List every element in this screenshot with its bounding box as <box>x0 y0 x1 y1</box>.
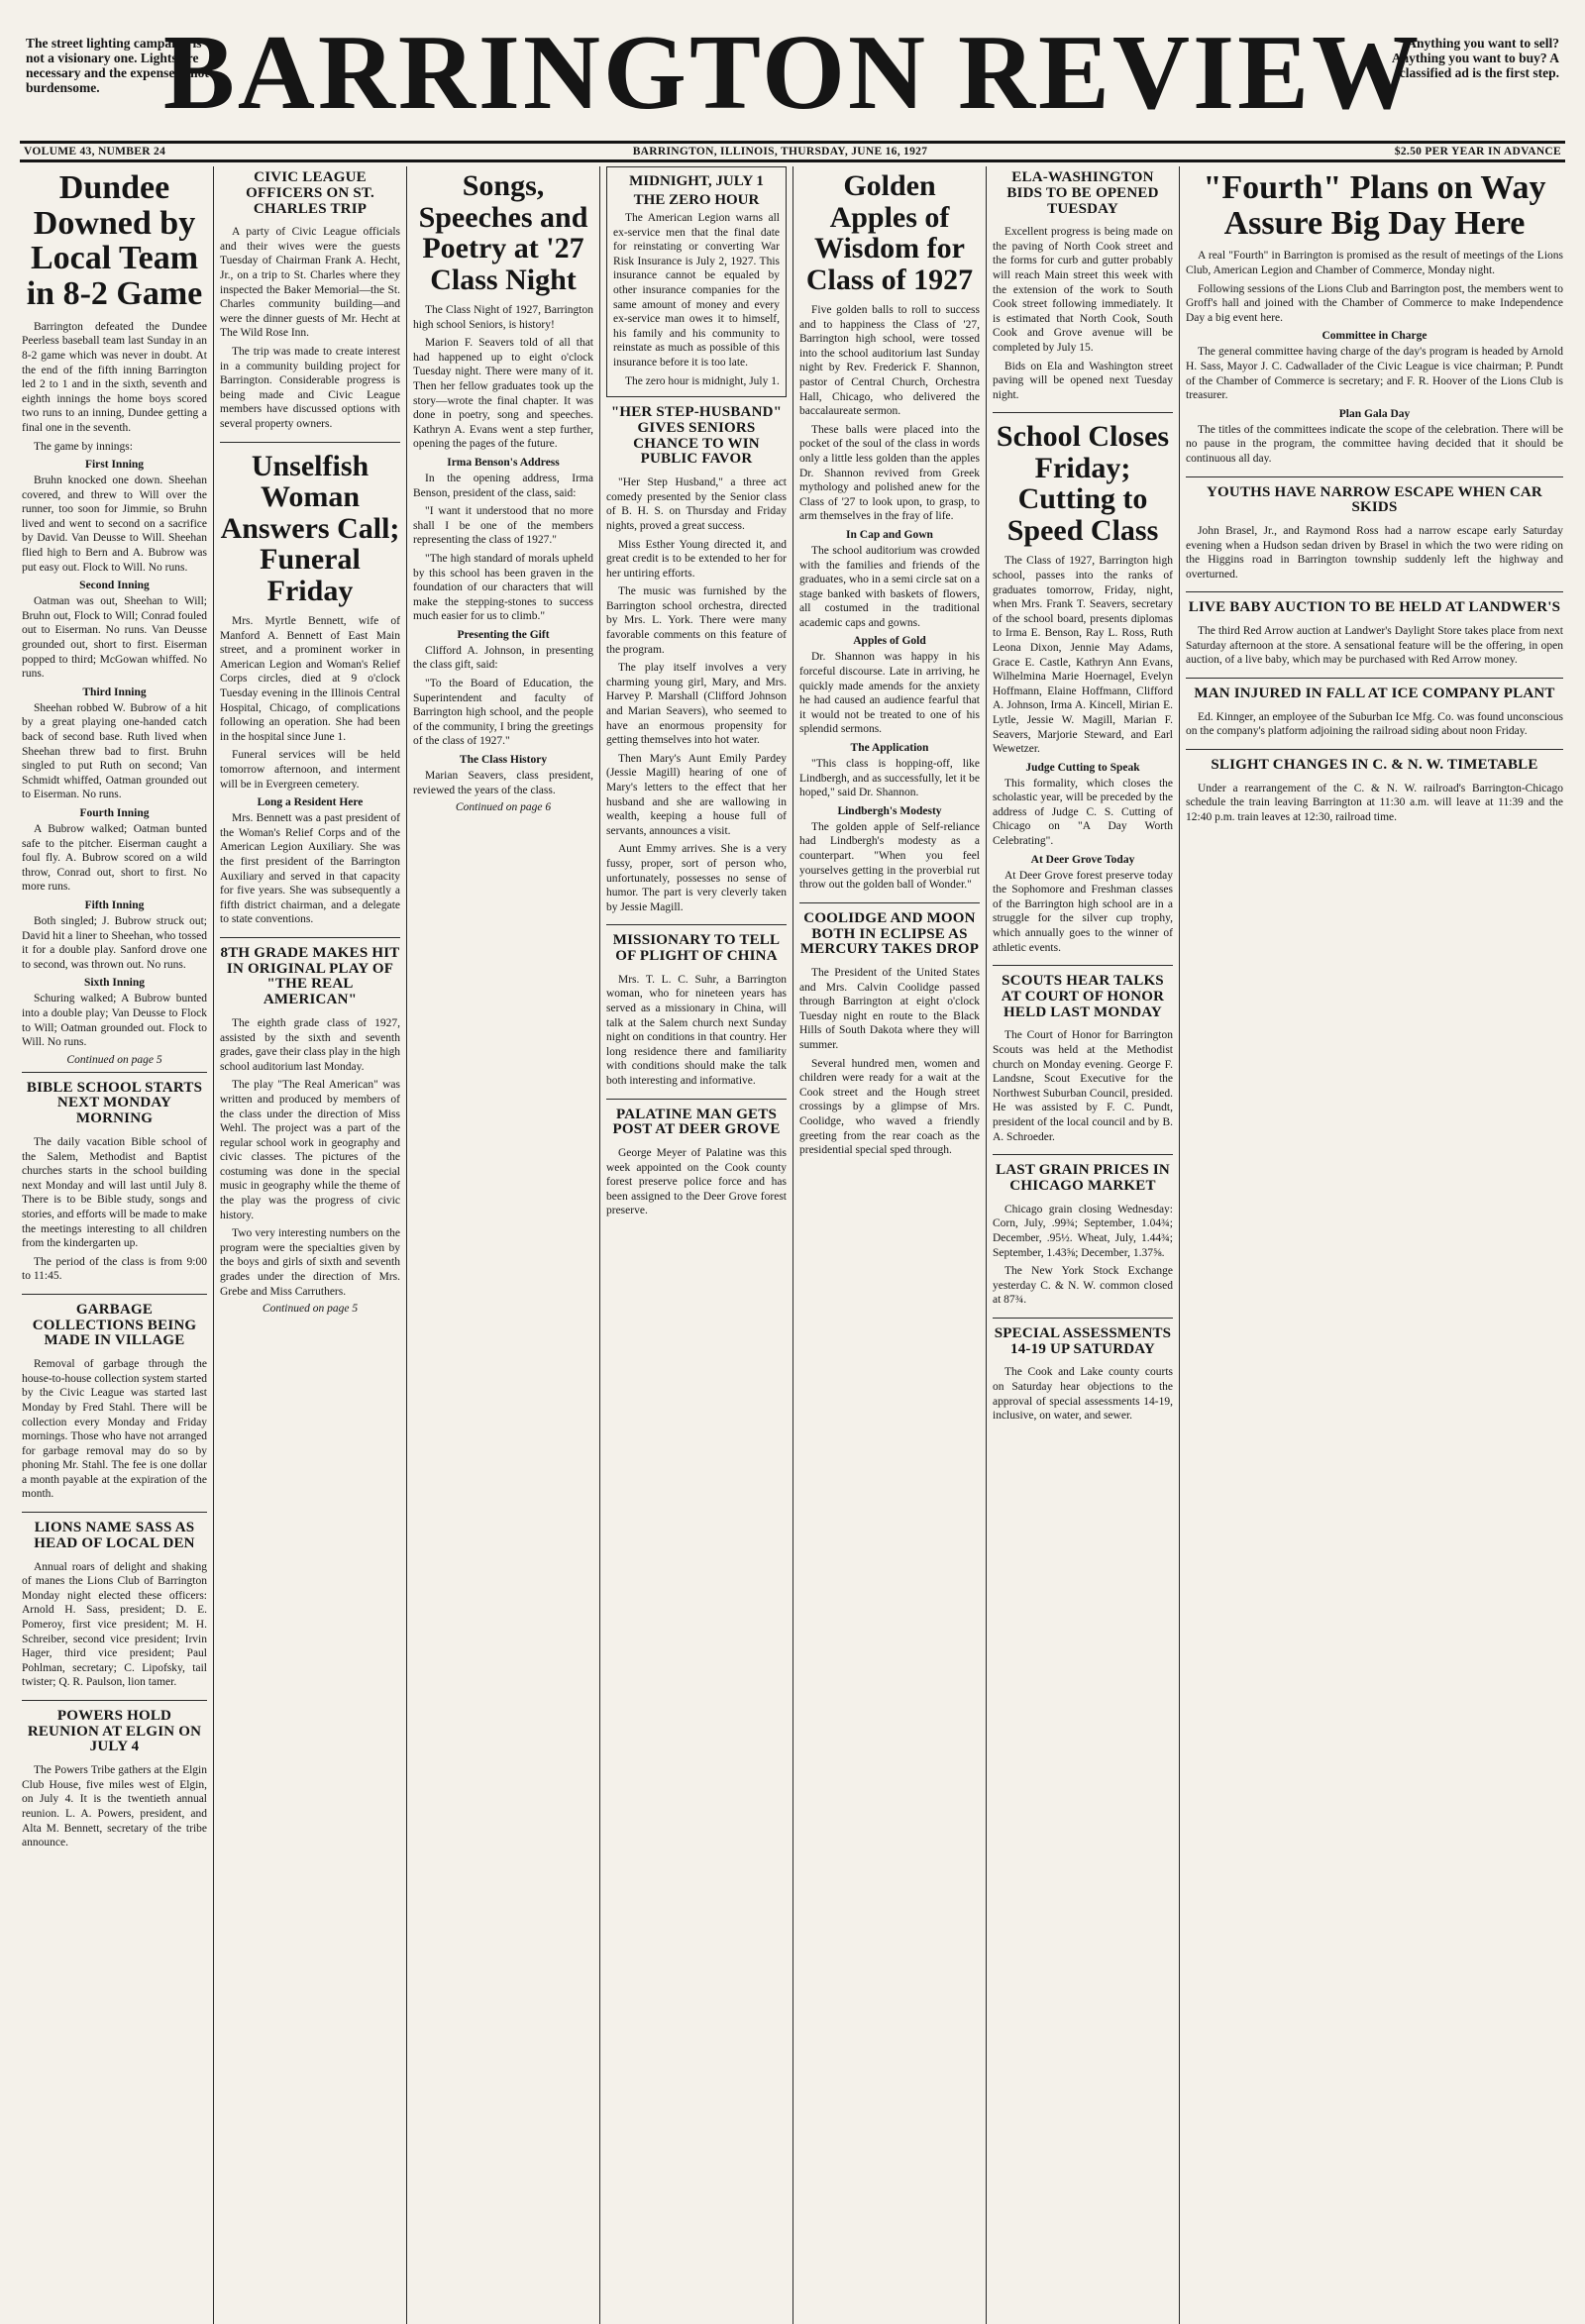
headline: "HER STEP-HUSBAND" GIVES SENIORS CHANCE TO WIN PUBLIC FAVOR <box>610 404 783 468</box>
nameplate-title: BARRINGTON REVIEW <box>162 14 1423 132</box>
paragraph: Five golden balls to roll to success and to happiness the Class of '27, Barrington high school, were tossed into the school auditorium last Sunday night by Rev. Frederick F. Shannon, pastor of Central Church, Orchestra Hall, Chicago, who delivered the baccalaureate sermon. <box>799 304 980 418</box>
paragraph: The game by innings: <box>34 440 133 453</box>
story-timetable <box>1186 758 1563 835</box>
headline: GARBAGE COLLECTIONS BEING MADE IN VILLAGE <box>32 1301 197 1349</box>
ear-left: The street lighting campaign is not a visionary one. Lights are necessary and the expense is not burdensome. <box>26 36 209 95</box>
paragraph: These balls were placed into the pocket of the soul of the class in words only a little less golden than the apples Dr. Shannon revived from Greek mythology and polished anew for the Class of '27 to look upon, to grasp, to arm themselves in the fray of life. <box>799 423 980 523</box>
paragraph: The period of the class is from 9:00 to 11:45. <box>22 1255 207 1283</box>
paragraph: The Court of Honor for Barrington Scouts was held at the Methodist church on Monday evening. George F. Landsne, Scout Executive for the Northwest Suburban Council, presided. He was assisted by F. C. Pundt, president of the local council and by B. A. Schroeder. <box>993 1029 1173 1143</box>
headline: Dundee Downed by Local Team in 8-2 Game <box>26 169 203 313</box>
column-2 <box>213 166 406 2324</box>
columns <box>20 166 1565 2324</box>
paragraph: Following sessions of the Lions Club and Barrington post, the members went to Groff's hall and joined with the Chamber of Commerce to make Independence Day a big event here. <box>1186 282 1563 324</box>
story-garbage <box>22 1303 207 1513</box>
paragraph: At Deer Grove forest preserve today the Sophomore and Freshman classes of the Barrington high school are in a struggle for the silver cup trophy, which annually goes to the winner of athletic events. <box>993 869 1173 954</box>
paragraph: Bruhn knocked one down. Sheehan covered, and threw to Will over the runner, too soon for Jimmie, so Bruhn lived and went to second on a sacrifice by David. Van Deusse to Will. Sheehan flied high to Bern and A. Bubrow was put easy out. Flock to Will. No runs. <box>22 475 207 574</box>
headline: Unselfish Woman Answers Call; Funeral Friday <box>220 449 400 607</box>
paragraph: Mrs. Myrtle Bennett, wife of Manford A. Bennett of East Main street, and a prominent worker in American Legion and Woman's Relief Corps circles, died at 9 o'clock Tuesday evening in the Illinois Central Hospital, Chicago, of complications following an operation. She had been in the hospital since June 1. <box>220 615 400 743</box>
column-1 <box>20 166 213 2324</box>
subhead: Apples of Gold <box>853 635 926 648</box>
paragraph: Mrs. T. L. C. Suhr, a Barrington woman, who for nineteen years has served as a missionary in China, will talk at the Salem church next Sunday night on conditions in that country. Her long residence there and familiarity with conditions should make the talk both interesting and informative. <box>606 973 787 1087</box>
story-midnight-box <box>606 166 787 397</box>
paragraph: The American Legion warns all ex-service men that the final date for reinstating or converting War Risk Insurance is July 2, 1927. This insurance cannot be equaled by other insurance companies for the same amount of money and every ex-service man owes it to himself, his family and his community to reinstate as much as possible of this insurance before it is too late. <box>613 212 780 369</box>
ear-right: Anything you want to sell? Anything you want to buy? A classified ad is the first step. <box>1391 36 1559 80</box>
subhead: Long a Resident Here <box>257 796 364 809</box>
paragraph: "This class is hopping-off, like Lindbergh, and as successfully, let it be hoped," said Dr. Shannon. <box>799 758 980 799</box>
paragraph: The Powers Tribe gathers at the Elgin Club House, five miles west of Elgin, on July 4. It is the twentieth annual reunion. L. A. Powers, president, and Alta M. Bennett, secretary of the tribe announce. <box>22 1764 207 1849</box>
paragraph: Funeral services will be held tomorrow afternoon, and interment will be in Evergreen cemetery. <box>220 749 400 791</box>
story-ela-washington <box>993 170 1173 413</box>
paragraph: The golden apple of Self-reliance had Lindbergh's modesty as a counterpart. "When you feel yourselves getting in the proverbial rut throw out the golden ball of Wonder." <box>799 820 980 892</box>
paragraph: The trip was made to create interest in a community building project for Barrington. Considerable progress is being made and Civic League members have discussed options with several property owners. <box>220 346 400 430</box>
paragraph: A party of Civic League officials and their wives were the guests Tuesday of Chairman Frank A. Hecht, Jr., on a trip to St. Charles where they inspected the Baker Memorial—the St. Charles community building—and were the dinner guests of Mr. Hecht at The Wild Rose Inn. <box>220 226 400 340</box>
paragraph: A Bubrow walked; Oatman bunted safe to the pitcher. Eiserman caught a foul fly. A. Bubrow scored on a wild throw, Conrad out, short to first. No more runs. <box>22 822 207 894</box>
story-powers <box>22 1709 207 1860</box>
box-kicker: THE ZERO HOUR <box>633 192 760 208</box>
paragraph: This formality, which closes the scholastic year, will be preceded by the address of Judge C. S. Cutting of Chicago on "A Day Worth Celebrating". <box>993 777 1173 848</box>
story-step-husband <box>606 405 787 925</box>
story-baby-auction <box>1186 600 1563 679</box>
continued-note: Continued on page 5 <box>262 1303 359 1316</box>
subhead: Sixth Inning <box>83 977 146 990</box>
paragraph: Several hundred men, women and children were ready for a wait at the Cook street and the Hough street crossings by a glimpse of Mrs. Coolidge, who waved a friendly greeting from the rear coach as the presidential special sped through. <box>799 1057 980 1157</box>
paragraph: The Cook and Lake county courts on Saturday hear objections to the approval of special assessments 14-19, inclusive, on water, and sewer. <box>993 1366 1173 1423</box>
paragraph: The Class Night of 1927, Barrington high school Seniors, is history! <box>413 304 593 331</box>
paragraph: Aunt Emmy arrives. She is a very fussy, proper, sort of person who, unfortunately, possesses no sense of humor. The part is very cleverly taken by Jessie Magill. <box>606 843 787 913</box>
continued-note: Continued on page 5 <box>66 1053 162 1066</box>
headline: YOUTHS HAVE NARROW ESCAPE WHEN CAR SKIDS <box>1207 483 1542 516</box>
subhead: Presenting the Gift <box>457 628 550 641</box>
paragraph: Marian Seavers, class president, reviewed the years of the class. <box>413 770 593 796</box>
paragraph: Under a rearrangement of the C. & N. W. railroad's Barrington-Chicago schedule the train leaving Barrington at 11:30 a.m. will leave at 11:39 and the 12:40 p.m. train leaves at 12:30, railroad time. <box>1186 782 1563 823</box>
box-kicker: MIDNIGHT, JULY 1 <box>629 173 764 189</box>
subhead: The Class History <box>459 754 548 767</box>
story-eighth-grade <box>220 946 400 1320</box>
story-fourth-plans <box>1186 170 1563 477</box>
paragraph: The general committee having charge of the day's program is headed by Arnold H. Sass, Mayor J. C. Cadwallader of the Civic League is vice chairman; P. Pundt of the Chamber of Commerce is secretary; and F. R. Hoover of the Lions Club is treasurer. <box>1186 346 1563 402</box>
paragraph: Bids on Ela and Washington street paving will be opened next Tuesday night. <box>993 360 1173 401</box>
story-youths <box>1186 485 1563 593</box>
story-assessments <box>993 1326 1173 1433</box>
headline: School Closes Friday; Cutting to Speed Class <box>996 420 1170 547</box>
paragraph: The play "The Real American" was written and produced by members of the class under the direction of Miss Wehl. The project was a part of the regular school work in geography and civic classes. The pictures of the costuming was done in the special music in geography while the theme of the play was the progress of civic history. <box>220 1079 400 1221</box>
paragraph: Dr. Shannon was happy in his forceful discourse. Late in arriving, he quickly made amends for the anxiety he had caused an audience fearful that it would not be treated to one of his splendid sermons. <box>799 651 980 736</box>
story-class-night <box>413 170 593 819</box>
story-bible-school <box>22 1081 207 1295</box>
headline: POWERS HOLD REUNION AT ELGIN ON JULY 4 <box>27 1707 202 1755</box>
paragraph: Clifford A. Johnson, in presenting the class gift, said: <box>413 644 593 672</box>
paragraph: "Her Step Husband," a three act comedy presented by the Senior class of B. H. S. on Thursday and Friday nights, proved a great success. <box>606 476 787 532</box>
headline: "Fourth" Plans on Way Assure Big Day Here <box>1203 169 1546 242</box>
paragraph: Two very interesting numbers on the program were the specialties given by the boys and girls of sixth and seventh grades under the direction of Mrs. Grebe and Miss Carruthers. <box>220 1227 400 1298</box>
headline: SLIGHT CHANGES IN C. & N. W. TIMETABLE <box>1211 756 1538 773</box>
story-dundee <box>22 170 207 1073</box>
paragraph: George Meyer of Palatine was this week appointed on the Cook county forest preserve police force and has been assigned to the Deer Grove forest preserve. <box>606 1147 787 1217</box>
paragraph: The play itself involves a very charming young girl, Mary, and Mrs. Harvey P. Marshall (Clifford Johnson and Marian Seavers), who seemed to have an enormous propensity for getting themselves into hot water. <box>606 662 787 747</box>
paragraph: The Class of 1927, Barrington high school, passes into the ranks of graduates tomorrow, Friday, night, when Mrs. Frank T. Seavers, secretary of the school board, presents diplomas to Irma E. Benson, Ray L. Ross, Ruth Leona Dixon, Jennie May Adams, Grace E. Castle, Kathryn Ann Evans, Wilhelmina Marie Hoernagel, Evelyn Hoffmann, Elaine Hoffmann, Clifford A. Johnson, Irma A. Kincell, Mirian E. Lytle, Jessie W. Magill, Marian F. Seavers, Marjorie Steward, and Earl Wewetzer. <box>993 555 1173 756</box>
story-scouts <box>993 974 1173 1155</box>
column-3 <box>406 166 599 2324</box>
headline: Songs, Speeches and Poetry at '27 Class Night <box>418 169 588 296</box>
story-school-closes <box>993 421 1173 966</box>
headline: 8TH GRADE MAKES HIT IN ORIGINAL PLAY OF "THE REAL AMERICAN" <box>220 944 400 1008</box>
subhead: Fourth Inning <box>79 806 150 819</box>
paragraph: Annual roars of delight and shaking of manes the Lions Club of Barrington Monday night elected these officers: Arnold H. Sass, president; D. E. Pomeroy, first vice president; M. H. Schreiber, second vice president; Irvin Hager, third vice president; Paul Pohlman, secretary; C. Lipofsky, tail twister; Q. R. Paulson, lion tamer. <box>22 1560 207 1689</box>
paragraph: The third Red Arrow auction at Landwer's Daylight Store takes place from next Saturday afternoon at the store. A sensational feature will be the offering, in open auction, of a live baby, which may be purchased with Red Arrow money. <box>1186 625 1563 667</box>
headline: COOLIDGE AND MOON BOTH IN ECLIPSE AS MERCURY TAKES DROP <box>799 909 980 958</box>
headline: LIVE BABY AUCTION TO BE HELD AT LANDWER'S <box>1188 599 1561 616</box>
headline: CIVIC LEAGUE OFFICERS ON ST. CHARLES TRIP <box>246 169 374 217</box>
subhead: Irma Benson's Address <box>447 456 560 469</box>
paragraph: The daily vacation Bible school of the Salem, Methodist and Baptist churches starts in the school building next Monday and will last until July 8. There is to be Bible study, songs and stories, and efforts will be made to make the meetings interesting to all children from the kindergarten up. <box>22 1135 207 1250</box>
subscription-price: $2.50 PER YEAR IN ADVANCE <box>1394 146 1561 158</box>
story-missionary <box>606 933 787 1099</box>
column-7 <box>1179 166 1565 2324</box>
paragraph: Barrington defeated the Dundee Peerless baseball team last Sunday in an 8-2 game which was never in doubt. At the end of the fifth inning Barrington led 2 to 1 and in the sixth, seventh and eighth innings the home boys scored two runs to an inning, Dundee getting a final one in the seventh. <box>22 320 207 434</box>
paragraph: John Brasel, Jr., and Raymond Ross had a narrow escape early Saturday evening when a Hudson sedan driven by Brasel in which the two were riding on the Higgins road in Barrington township suddenly left the highway and overturned. <box>1186 525 1563 581</box>
subhead: In Cap and Gown <box>846 528 933 541</box>
paragraph: Ed. Kinnger, an employee of the Suburban Ice Mfg. Co. was found unconscious on the company's platform adjoining the railroad siding about noon Friday. <box>1186 710 1563 738</box>
paragraph: "To the Board of Education, the Superintendent and faculty of Barrington high school, and the people of the community, I bring the greetings of the class of 1927." <box>413 678 593 748</box>
volume-number: VOLUME 43, NUMBER 24 <box>24 146 166 158</box>
subhead: Third Inning <box>82 686 147 698</box>
column-4 <box>599 166 792 2324</box>
paragraph: The President of the United States and Mrs. Calvin Coolidge passed through Barrington at eight o'clock Tuesday night en route to the Black Hills of South Dakota where they will summer. <box>799 967 980 1051</box>
masthead <box>20 10 1565 141</box>
subhead: Fifth Inning <box>84 898 145 911</box>
subhead: Plan Gala Day <box>1338 407 1411 420</box>
subhead: Second Inning <box>79 580 150 592</box>
paragraph: Mrs. Bennett was a past president of the Woman's Relief Corps and of the American Legion Auxiliary. She was the first president of the Barrington Auxiliary and served in that capacity for five years. She was subsequently a fifth district chairman, and a delegate to state conventions. <box>220 812 400 926</box>
story-man-injured <box>1186 687 1563 750</box>
continued-note: Continued on page 6 <box>455 801 552 814</box>
story-golden-apples <box>799 170 980 903</box>
story-grain-prices <box>993 1163 1173 1319</box>
story-palatine <box>606 1108 787 1228</box>
paragraph: A real "Fourth" in Barrington is promised as the result of meetings of the Lions Club, American Legion and Chamber of Commerce, Monday night. <box>1186 250 1563 276</box>
dateline: BARRINGTON, ILLINOIS, THURSDAY, JUNE 16, 1927 <box>632 146 928 158</box>
paragraph: Marion F. Seavers told of all that had happened up to eight o'clock Tuesday night. There were many of it. Then her fellow graduates took up the story—wrote the final chapter. It was done in poetry, song and speeches. Kathryn A. Evans went a step further, opening the pages of the future. <box>413 337 593 451</box>
paragraph: Chicago grain closing Wednesday: Corn, July, .99¾; September, 1.04¾; December, .95½. Wheat, July, 1.44¾; September, 1.43⅝; December, 1.37⅝. <box>993 1203 1173 1259</box>
paragraph: Sheehan robbed W. Bubrow of a hit by a great playing one-handed catch back of second base. Ruth lived when Sheehan threw bad to first. Bruhn singled to put Ruth on second; Van Schmidt whiffed, Oatman grounded out to Eiserman. No runs. <box>22 701 207 801</box>
paragraph: The eighth grade class of 1927, assisted by the sixth and seventh grades, gave their class play in the high school auditorium last Monday. <box>220 1016 400 1073</box>
paragraph: Schuring walked; A Bubrow bunted into a double play; Van Deusse to Flock to Will; Oatman grounded out. Flock to Will. No runs. <box>22 993 207 1049</box>
headline: SCOUTS HEAR TALKS AT COURT OF HONOR HELD LAST MONDAY <box>1001 973 1165 1020</box>
subhead: First Inning <box>84 459 145 472</box>
headline: ELA-WASHINGTON BIDS TO BE OPENED TUESDAY <box>1006 169 1159 217</box>
paragraph: In the opening address, Irma Benson, president of the class, said: <box>413 472 593 499</box>
paragraph: "I want it understood that no more shall I be one of the members representing the class of 1927." <box>413 505 593 547</box>
headline: LAST GRAIN PRICES IN CHICAGO MARKET <box>996 1162 1170 1194</box>
column-5 <box>792 166 986 2324</box>
headline: BIBLE SCHOOL STARTS NEXT MONDAY MORNING <box>26 1079 203 1127</box>
headline: LIONS NAME SASS AS HEAD OF LOCAL DEN <box>34 1520 195 1551</box>
paragraph: Removal of garbage through the house-to-house collection system started by the Civic League was started last Monday by Fred Stahl. There will be collection every Monday and Friday mornings. Those who have not arranged for garbage removal may do so by phoning Mr. Stahl. The fee is one dollar a month payable at the expiration of the month. <box>22 1358 207 1501</box>
subhead: Judge Cutting to Speak <box>1025 761 1140 774</box>
paragraph: Miss Esther Young directed it, and great credit is to be extended to her for her untiring efforts. <box>606 538 787 580</box>
column-6 <box>986 166 1179 2324</box>
dateline-bar <box>20 141 1565 162</box>
story-unselfish-woman <box>220 451 400 938</box>
paragraph: The New York Stock Exchange yesterday C. & N. W. common closed at 87¾. <box>993 1265 1173 1307</box>
headline: PALATINE MAN GETS POST AT DEER GROVE <box>612 1106 781 1138</box>
subhead: The Application <box>850 742 929 755</box>
subhead: Committee in Charge <box>1321 330 1427 343</box>
paragraph: The titles of the committees indicate the scope of the celebration. There will be no pause in the program, the committee having decided that it should be continuous all day. <box>1186 423 1563 465</box>
paragraph: Both singled; J. Bubrow struck out; David hit a liner to Sheehan, who tossed it for a double play. Sanford drove one to second, was thrown out. No runs. <box>22 914 207 971</box>
paragraph: Oatman was out, Sheehan to Will; Bruhn out, Flock to Will; Conrad fouled out to Eiserman. No runs. Van Deusse grounded out, short to first. Eiserman popped to third; McGowan whiffed. No runs. <box>22 595 207 681</box>
paragraph: Then Mary's Aunt Emily Pardey (Jessie Magill) hearing of one of Mary's letters to the effect that her husband and she are wallowing in wealth, keeping a house full of servants, announces a visit. <box>606 752 787 837</box>
subhead: Lindbergh's Modesty <box>837 804 942 817</box>
paragraph: The music was furnished by the Barrington school orchestra, directed by Mrs. L. York. There were many favorable comments on this feature of the program. <box>606 585 787 656</box>
paragraph: Excellent progress is being made on the paving of North Cook street and the forms for curb and gutter probably will reach Main street this week with the extension of the work to South Cook street following immediately. It is estimated that North Cook, South Cook and Grove avenue will be completed by July 15. <box>993 226 1173 354</box>
paragraph: The zero hour is midnight, July 1. <box>625 374 780 387</box>
story-lions <box>22 1521 207 1701</box>
paragraph: "The high standard of morals upheld by this school has been graven in the foundation of our characters that will make the stepping-stones to success much easier for us to climb." <box>413 552 593 623</box>
headline: MISSIONARY TO TELL OF PLIGHT OF CHINA <box>612 932 781 965</box>
paragraph: The school auditorium was crowded with the families and friends of the graduates, who in a semi circle sat on a stage banked with baskets of flowers, all costumed in the traditional academic caps and gowns. <box>799 544 980 629</box>
subhead: At Deer Grove Today <box>1030 853 1135 866</box>
headline: SPECIAL ASSESSMENTS 14-19 UP SATURDAY <box>994 1324 1172 1357</box>
story-coolidge <box>799 911 980 1168</box>
headline: MAN INJURED IN FALL AT ICE COMPANY PLANT <box>1194 685 1555 701</box>
headline: Golden Apples of Wisdom for Class of 1927 <box>805 169 974 296</box>
story-civic-league <box>220 170 400 443</box>
